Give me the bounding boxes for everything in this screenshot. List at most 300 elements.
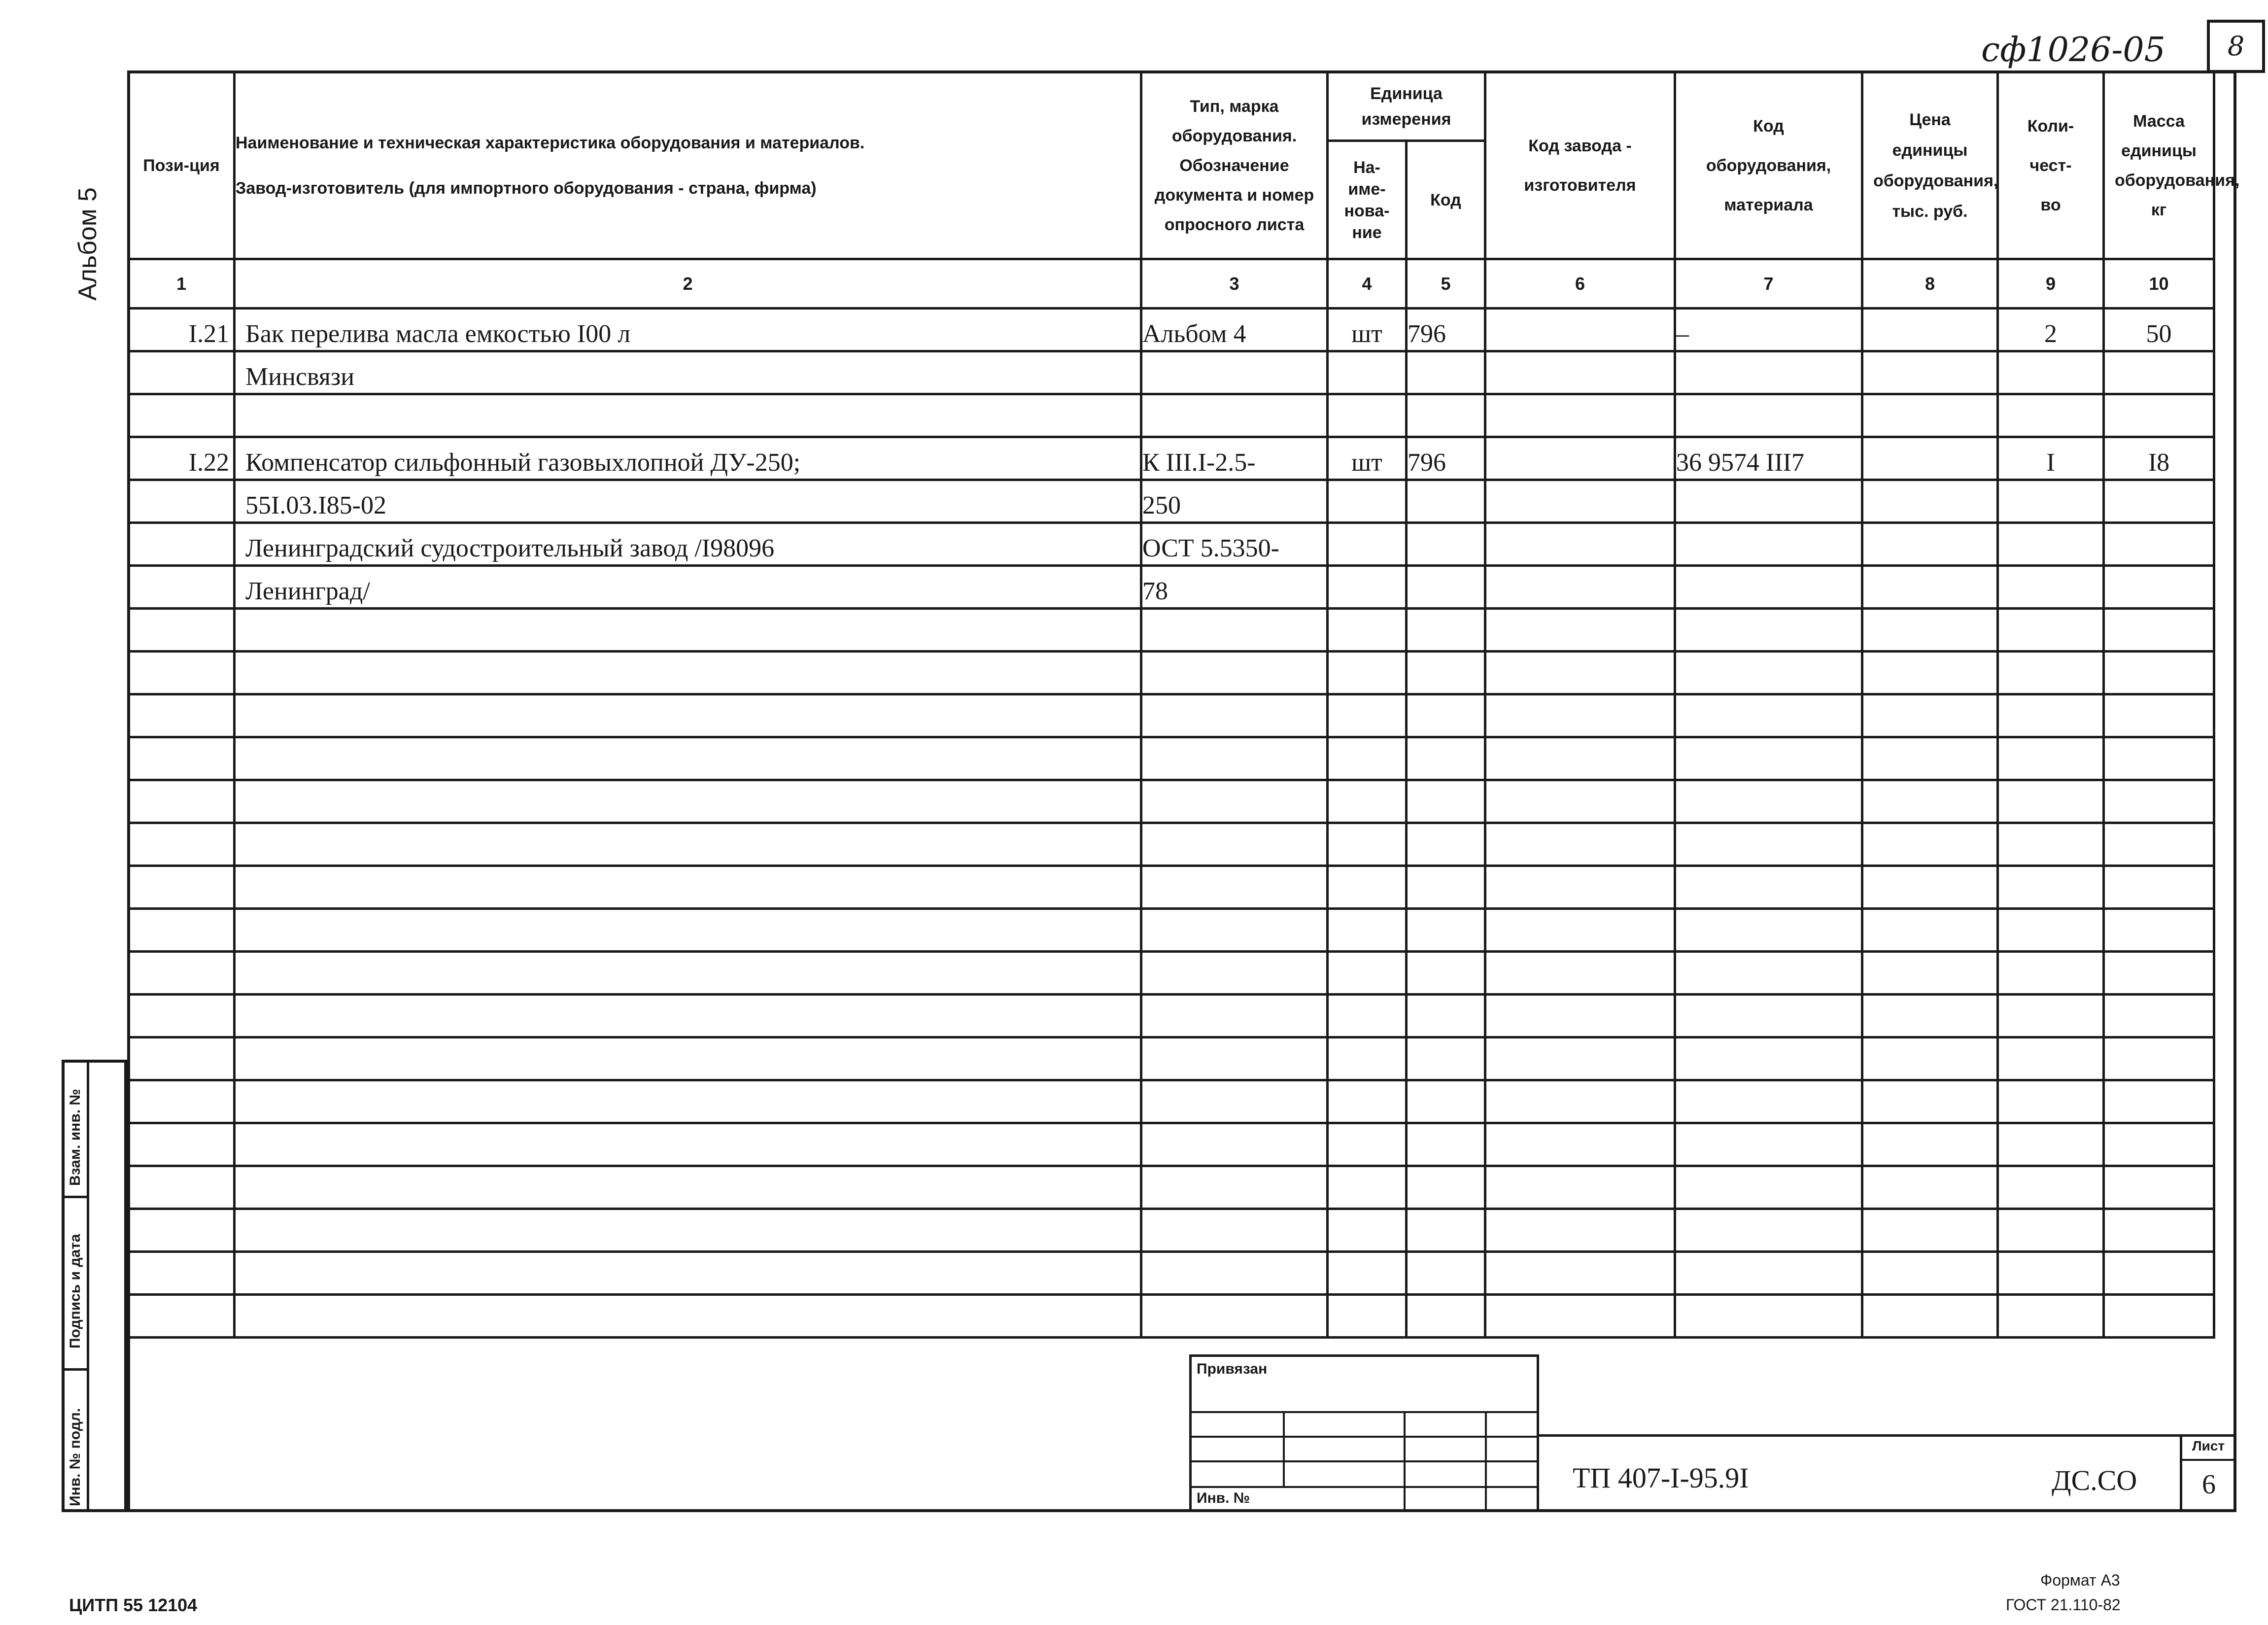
cell-equip-code — [1675, 1037, 1862, 1080]
title-block-main — [1539, 1434, 2236, 1512]
cell-pos — [129, 737, 235, 780]
cell-maker — [1485, 866, 1675, 909]
cell-type — [1141, 1166, 1328, 1209]
table-row — [129, 909, 2214, 952]
cell-mass — [2104, 952, 2214, 995]
cell-maker — [1485, 1252, 1675, 1295]
sheet-cell — [2180, 1434, 2236, 1512]
cell-maker — [1485, 909, 1675, 952]
cell-pos — [129, 909, 235, 952]
cell-unit — [1328, 1037, 1407, 1080]
cell-qty — [1998, 737, 2104, 780]
cell-mass: I8 — [2104, 437, 2214, 480]
cell-type: ОСТ 5.5350- — [1141, 523, 1328, 566]
cell-pos — [129, 1037, 235, 1080]
cell-maker — [1485, 1209, 1675, 1252]
cell-unit-code — [1407, 1166, 1485, 1209]
specification-table — [127, 70, 2240, 1339]
cell-name — [235, 394, 1141, 437]
col-number: 1 — [129, 259, 235, 309]
cell-name — [235, 1123, 1141, 1166]
header-price: Цена единицы оборудования, тыс. руб. — [1862, 72, 1998, 259]
header-maker-code: Код завода - изготовителя — [1485, 72, 1675, 259]
cell-unit — [1328, 351, 1407, 394]
cell-mass — [2104, 780, 2214, 823]
cell-unit — [1328, 780, 1407, 823]
cell-equip-code — [1675, 523, 1862, 566]
cell-name — [235, 823, 1141, 866]
cell-unit — [1328, 609, 1407, 652]
table-body — [129, 309, 2214, 1338]
cell-unit — [1328, 909, 1407, 952]
cell-mass — [2104, 394, 2214, 437]
cell-name: 55I.03.I85-02 — [235, 480, 1141, 523]
cell-maker — [1485, 952, 1675, 995]
cell-name — [235, 1080, 1141, 1123]
cell-type — [1141, 609, 1328, 652]
cell-unit — [1328, 523, 1407, 566]
cell-qty — [1998, 866, 2104, 909]
table-row — [129, 437, 2214, 480]
cell-unit — [1328, 652, 1407, 694]
cell-maker — [1485, 394, 1675, 437]
vzam-inv-label: Взам. инв. № — [67, 1089, 83, 1186]
cell-unit — [1328, 1252, 1407, 1295]
cell-unit-code — [1407, 866, 1485, 909]
cell-mass — [2104, 1295, 2214, 1338]
cell-pos — [129, 351, 235, 394]
cell-equip-code — [1675, 1295, 1862, 1338]
cell-unit — [1328, 866, 1407, 909]
cell-price — [1862, 1166, 1998, 1209]
cell-maker — [1485, 823, 1675, 866]
cell-name — [235, 1037, 1141, 1080]
inv-no-label: Инв. № — [1197, 1490, 1250, 1506]
cell-mass — [2104, 909, 2214, 952]
cell-equip-code — [1675, 909, 1862, 952]
table-row — [129, 823, 2214, 866]
cell-name: Минсвязи — [235, 351, 1141, 394]
gost-label: ГОСТ 21.110-82 — [2006, 1596, 2121, 1614]
cell-price — [1862, 1080, 1998, 1123]
cell-price — [1862, 394, 1998, 437]
table-row — [129, 351, 2214, 394]
cell-mass — [2104, 1123, 2214, 1166]
cell-name — [235, 952, 1141, 995]
cell-type — [1141, 652, 1328, 694]
cell-price — [1862, 1209, 1998, 1252]
header-unit-code: Код — [1407, 141, 1485, 259]
cell-qty — [1998, 566, 2104, 609]
cell-maker — [1485, 737, 1675, 780]
cell-type — [1141, 351, 1328, 394]
cell-name: Ленинград/ — [235, 566, 1141, 609]
cell-mass — [2104, 351, 2214, 394]
cell-unit — [1328, 823, 1407, 866]
cell-pos — [129, 1252, 235, 1295]
cell-price — [1862, 1123, 1998, 1166]
cell-mass — [2104, 694, 2214, 737]
cell-mass — [2104, 1037, 2214, 1080]
cell-equip-code: 36 9574 III7 — [1675, 437, 1862, 480]
cell-price — [1862, 952, 1998, 995]
col-number: 9 — [1998, 259, 2104, 309]
cell-qty — [1998, 995, 2104, 1037]
cell-pos — [129, 780, 235, 823]
cell-unit-code — [1407, 823, 1485, 866]
cell-unit — [1328, 480, 1407, 523]
cell-maker — [1485, 609, 1675, 652]
cell-unit — [1328, 566, 1407, 609]
cell-mass — [2104, 823, 2214, 866]
cell-unit — [1328, 1166, 1407, 1209]
cell-unit — [1328, 952, 1407, 995]
cell-name — [235, 609, 1141, 652]
cell-type — [1141, 866, 1328, 909]
cell-maker — [1485, 780, 1675, 823]
cell-price — [1862, 309, 1998, 351]
cell-name — [235, 694, 1141, 737]
cell-unit-code — [1407, 1295, 1485, 1338]
cell-type — [1141, 952, 1328, 995]
cell-unit — [1328, 394, 1407, 437]
cell-qty: 2 — [1998, 309, 2104, 351]
cell-qty — [1998, 1252, 2104, 1295]
cell-type — [1141, 780, 1328, 823]
col-number: 4 — [1328, 259, 1407, 309]
cell-pos — [129, 952, 235, 995]
cell-pos — [129, 566, 235, 609]
cell-equip-code — [1675, 952, 1862, 995]
cell-maker — [1485, 1123, 1675, 1166]
cell-type — [1141, 823, 1328, 866]
cell-pos — [129, 823, 235, 866]
cell-pos: I.22 — [129, 437, 235, 480]
cell-type — [1141, 1123, 1328, 1166]
cell-unit-code — [1407, 909, 1485, 952]
cell-maker — [1485, 1080, 1675, 1123]
cell-mass — [2104, 523, 2214, 566]
cell-pos — [129, 1080, 235, 1123]
cell-qty — [1998, 780, 2104, 823]
header-unit-name: На-име-нова-ние — [1328, 141, 1407, 259]
table-row — [129, 609, 2214, 652]
cell-equip-code — [1675, 480, 1862, 523]
cell-maker — [1485, 652, 1675, 694]
cell-name — [235, 737, 1141, 780]
cell-equip-code — [1675, 609, 1862, 652]
cell-type — [1141, 394, 1328, 437]
cell-qty — [1998, 1209, 2104, 1252]
cell-qty — [1998, 394, 2104, 437]
cell-unit-code — [1407, 1080, 1485, 1123]
cell-pos — [129, 523, 235, 566]
cell-equip-code — [1675, 737, 1862, 780]
table-row — [129, 1209, 2214, 1252]
cell-equip-code — [1675, 780, 1862, 823]
cell-price — [1862, 694, 1998, 737]
table-row — [129, 652, 2214, 694]
sheet-number: 6 — [2202, 1469, 2216, 1500]
cell-type: Альбом 4 — [1141, 309, 1328, 351]
cell-type — [1141, 737, 1328, 780]
cell-unit-code — [1407, 609, 1485, 652]
header-name-line1: Наименование и техническая характеристика оборудования и материалов. — [236, 133, 865, 152]
cell-mass — [2104, 480, 2214, 523]
cell-unit-code — [1407, 480, 1485, 523]
col-number: 8 — [1862, 259, 1998, 309]
cell-mass — [2104, 652, 2214, 694]
album-label: Альбом 5 — [73, 187, 102, 301]
cell-maker — [1485, 1166, 1675, 1209]
header-type: Тип, марка оборудования. Обозначение документа и номер опросного листа — [1141, 72, 1328, 259]
cell-type: К III.I-2.5- — [1141, 437, 1328, 480]
cell-mass — [2104, 1252, 2214, 1295]
table-row — [129, 737, 2214, 780]
cell-equip-code — [1675, 351, 1862, 394]
cell-unit-code — [1407, 1209, 1485, 1252]
cell-name — [235, 1295, 1141, 1338]
table-row — [129, 394, 2214, 437]
header-mass: Масса единицы оборудования, кг — [2104, 72, 2214, 259]
table-row — [129, 1295, 2214, 1338]
header-position: Пози-ция — [129, 72, 235, 259]
table-row — [129, 1123, 2214, 1166]
cell-price — [1862, 609, 1998, 652]
cell-price — [1862, 437, 1998, 480]
cell-price — [1862, 866, 1998, 909]
cell-equip-code — [1675, 1166, 1862, 1209]
cell-unit-code — [1407, 1037, 1485, 1080]
doc-code: ТП 407-I-95.9I — [1573, 1462, 1749, 1494]
cell-equip-code — [1675, 1209, 1862, 1252]
cell-unit — [1328, 1295, 1407, 1338]
cell-unit — [1328, 1123, 1407, 1166]
cell-unit — [1328, 1209, 1407, 1252]
cell-maker — [1485, 566, 1675, 609]
cell-equip-code — [1675, 652, 1862, 694]
cell-mass — [2104, 737, 2214, 780]
cell-maker — [1485, 351, 1675, 394]
cell-price — [1862, 1037, 1998, 1080]
sheet-code: сф1026-05 — [1981, 31, 2165, 69]
cell-pos — [129, 1123, 235, 1166]
cell-unit: шт — [1328, 437, 1407, 480]
cell-mass — [2104, 1209, 2214, 1252]
table-row — [129, 480, 2214, 523]
table-row — [129, 952, 2214, 995]
cell-name — [235, 652, 1141, 694]
table-row — [129, 309, 2214, 351]
cell-qty — [1998, 1123, 2104, 1166]
cell-mass — [2104, 1080, 2214, 1123]
side-stamp — [62, 1060, 127, 1512]
cell-unit-code — [1407, 780, 1485, 823]
cell-price — [1862, 652, 1998, 694]
cell-type — [1141, 694, 1328, 737]
cell-unit-code: 796 — [1407, 309, 1485, 351]
cell-equip-code — [1675, 694, 1862, 737]
cell-type — [1141, 1037, 1328, 1080]
privyazan-block — [1189, 1354, 1539, 1512]
cell-price — [1862, 1252, 1998, 1295]
cell-price — [1862, 780, 1998, 823]
cell-type: 250 — [1141, 480, 1328, 523]
cell-qty — [1998, 694, 2104, 737]
cell-unit: шт — [1328, 309, 1407, 351]
cell-unit — [1328, 995, 1407, 1037]
cell-equip-code — [1675, 1080, 1862, 1123]
cell-type — [1141, 909, 1328, 952]
cell-type — [1141, 1209, 1328, 1252]
col-number: 7 — [1675, 259, 1862, 309]
cell-name — [235, 995, 1141, 1037]
cell-maker — [1485, 437, 1675, 480]
cell-pos — [129, 995, 235, 1037]
cell-qty: I — [1998, 437, 2104, 480]
cell-equip-code — [1675, 1252, 1862, 1295]
cell-name — [235, 1166, 1141, 1209]
cell-unit-code — [1407, 394, 1485, 437]
cell-qty — [1998, 351, 2104, 394]
cell-name: Компенсатор сильфонный газовыхлопной ДУ-250; — [235, 437, 1141, 480]
table-row — [129, 1080, 2214, 1123]
cell-qty — [1998, 609, 2104, 652]
cell-qty — [1998, 1295, 2104, 1338]
cell-mass: 50 — [2104, 309, 2214, 351]
cell-pos — [129, 1209, 235, 1252]
cell-mass — [2104, 1166, 2214, 1209]
cell-equip-code — [1675, 394, 1862, 437]
cell-unit-code — [1407, 566, 1485, 609]
cell-qty — [1998, 952, 2104, 995]
cell-maker — [1485, 480, 1675, 523]
cell-name — [235, 866, 1141, 909]
table-row — [129, 523, 2214, 566]
cell-equip-code — [1675, 1123, 1862, 1166]
cell-price — [1862, 1295, 1998, 1338]
cell-equip-code: – — [1675, 309, 1862, 351]
cell-qty — [1998, 523, 2104, 566]
sign-date-label: Подпись и дата — [67, 1234, 83, 1348]
cell-qty — [1998, 823, 2104, 866]
cell-type — [1141, 995, 1328, 1037]
cell-price — [1862, 995, 1998, 1037]
header-name-line2: Завод-изготовитель (для импортного оборудования - страна, фирма) — [236, 178, 817, 198]
cell-pos — [129, 609, 235, 652]
cell-pos — [129, 394, 235, 437]
cell-pos — [129, 866, 235, 909]
cell-price — [1862, 566, 1998, 609]
cell-name: Ленинградский судостроительный завод /I98096 — [235, 523, 1141, 566]
cell-price — [1862, 351, 1998, 394]
cell-mass — [2104, 609, 2214, 652]
cell-maker — [1485, 523, 1675, 566]
cell-qty — [1998, 1037, 2104, 1080]
doc-mark: ДС.СО — [2052, 1464, 2137, 1496]
cell-equip-code — [1675, 566, 1862, 609]
header-quantity: Коли-чест-во — [1998, 72, 2104, 259]
cell-maker — [1485, 309, 1675, 351]
cell-maker — [1485, 694, 1675, 737]
corner-number-box — [2207, 20, 2265, 73]
cell-mass — [2104, 866, 2214, 909]
cell-name — [235, 1252, 1141, 1295]
inv-no-podl-label: Инв. № подл. — [67, 1408, 83, 1506]
cell-type — [1141, 1252, 1328, 1295]
cell-equip-code — [1675, 823, 1862, 866]
cell-unit-code: 796 — [1407, 437, 1485, 480]
cell-mass — [2104, 995, 2214, 1037]
cell-maker — [1485, 1295, 1675, 1338]
table-row — [129, 694, 2214, 737]
cell-pos — [129, 652, 235, 694]
table-row — [129, 1252, 2214, 1295]
cell-qty — [1998, 909, 2104, 952]
bottom-left-print: ЦИТП 55 12104 — [69, 1595, 198, 1615]
col-number: 5 — [1407, 259, 1485, 309]
cell-name: Бак перелива масла емкостью I00 л — [235, 309, 1141, 351]
cell-name — [235, 909, 1141, 952]
cell-equip-code — [1675, 995, 1862, 1037]
cell-unit-code — [1407, 995, 1485, 1037]
cell-pos — [129, 694, 235, 737]
cell-qty — [1998, 652, 2104, 694]
cell-type: 78 — [1141, 566, 1328, 609]
cell-type — [1141, 1295, 1328, 1338]
cell-name — [235, 1209, 1141, 1252]
cell-unit-code — [1407, 737, 1485, 780]
col-number: 2 — [235, 259, 1141, 309]
cell-maker — [1485, 1037, 1675, 1080]
cell-price — [1862, 523, 1998, 566]
sheet-label: Лист — [2192, 1438, 2225, 1453]
cell-maker — [1485, 995, 1675, 1037]
cell-name — [235, 780, 1141, 823]
cell-mass — [2104, 566, 2214, 609]
cell-price — [1862, 823, 1998, 866]
cell-price — [1862, 909, 1998, 952]
privyazan-label: Привязан — [1197, 1361, 1268, 1377]
col-number: 10 — [2104, 259, 2214, 309]
cell-equip-code — [1675, 866, 1862, 909]
cell-price — [1862, 480, 1998, 523]
cell-pos: I.21 — [129, 309, 235, 351]
cell-pos — [129, 1295, 235, 1338]
cell-qty — [1998, 1166, 2104, 1209]
table-row — [129, 1037, 2214, 1080]
cell-pos — [129, 1166, 235, 1209]
cell-price — [1862, 737, 1998, 780]
table-row — [129, 780, 2214, 823]
header-name — [235, 72, 1141, 259]
table-row — [129, 566, 2214, 609]
cell-unit — [1328, 694, 1407, 737]
table-row — [129, 866, 2214, 909]
cell-unit-code — [1407, 1123, 1485, 1166]
corner-number: 8 — [2227, 31, 2245, 62]
table-row — [129, 995, 2214, 1037]
cell-unit — [1328, 737, 1407, 780]
table-row — [129, 1166, 2214, 1209]
cell-type — [1141, 1080, 1328, 1123]
cell-unit — [1328, 1080, 1407, 1123]
cell-qty — [1998, 1080, 2104, 1123]
cell-unit-code — [1407, 351, 1485, 394]
format-label: Формат А3 — [2040, 1571, 2120, 1589]
col-number: 6 — [1485, 259, 1675, 309]
cell-pos — [129, 480, 235, 523]
